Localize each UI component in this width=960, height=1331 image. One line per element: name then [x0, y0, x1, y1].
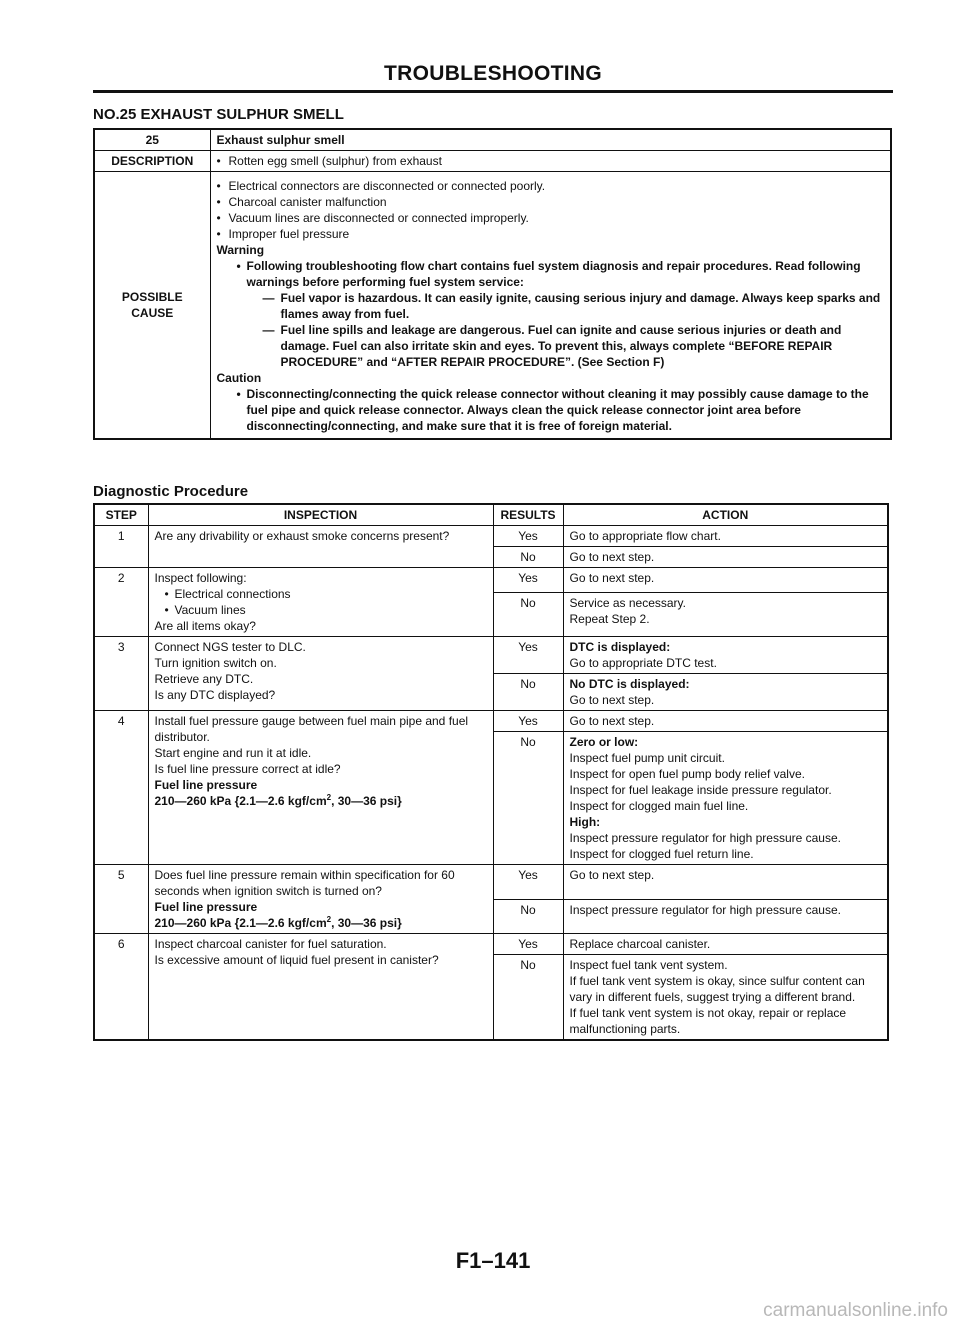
- cause-item: • Improper fuel pressure: [217, 226, 885, 242]
- caution-item: • Disconnecting/connecting the quick release connector without cleaning it may possibly cause damage to the fuel pipe and quick release connector. Always clean the quick release connector joint area before disconnecting/connecting, and make sure that it is free of foreign material.: [217, 386, 885, 434]
- page-number: F1–141: [455, 1248, 531, 1273]
- action-line: Inspect for open fuel pump body relief valve.: [569, 767, 805, 781]
- action-line: Repeat Step 2.: [569, 611, 650, 626]
- step-row: [94, 934, 888, 955]
- result-no: No: [493, 732, 563, 865]
- cause-label-line1: POSSIBLE: [121, 290, 183, 304]
- page-header: TROUBLESHOOTING: [384, 62, 602, 85]
- result-yes: Yes: [493, 637, 563, 674]
- action-yes: Go to next step.: [563, 711, 888, 732]
- warning-dash-item: — Fuel vapor is hazardous. It can easily ignite, causing serious injury and damage. Always keep sparks and flames away from fuel.: [217, 290, 885, 322]
- col-action: ACTION: [563, 504, 888, 526]
- inspection-bullet: • Electrical connections: [165, 586, 487, 602]
- action-line: Inspect for fuel leakage inside pressure regulator.: [569, 783, 832, 797]
- action-line: Service as necessary.: [569, 595, 686, 610]
- step-row: [94, 711, 888, 732]
- step-number: 5: [94, 865, 148, 934]
- step-number: 4: [94, 711, 148, 865]
- step-number: 1: [94, 526, 148, 568]
- action-yes: [563, 637, 888, 674]
- trouble-name: Exhaust sulphur smell: [210, 129, 891, 151]
- warning-label: Warning: [216, 243, 265, 257]
- section-title: NO.25 EXHAUST SULPHUR SMELL: [93, 106, 344, 123]
- spec-value-a: 210—260 kPa {2.1—2.6 kgf/cm: [154, 916, 327, 930]
- inspection-line: Is fuel line pressure correct at idle?: [154, 762, 341, 776]
- action-heading: High:: [569, 815, 601, 829]
- result-no: No: [493, 547, 563, 568]
- action-no: [563, 732, 888, 865]
- inspection-line: Start engine and run it at idle.: [154, 746, 312, 760]
- spec-value-sup: 2: [326, 793, 332, 802]
- diagnostic-table: [93, 503, 889, 1041]
- action-line: If fuel tank vent system is not okay, repair or replace malfunctioning parts.: [569, 1006, 847, 1036]
- summary-table: [93, 128, 892, 440]
- step-number: 6: [94, 934, 148, 1041]
- cause-label-line2: CAUSE: [131, 306, 174, 320]
- spec-value: [155, 915, 487, 931]
- col-inspection: INSPECTION: [148, 504, 493, 526]
- inspection-cell: Are any drivability or exhaust smoke concerns present?: [148, 526, 493, 568]
- result-no: No: [493, 592, 563, 636]
- description-row: [94, 151, 891, 172]
- action-yes: Go to next step.: [563, 865, 888, 900]
- result-yes: Yes: [493, 865, 563, 900]
- inspection-cell: [148, 865, 493, 934]
- spec-value: [155, 793, 487, 809]
- action-heading: DTC is displayed:: [569, 640, 671, 654]
- spec-label: Fuel line pressure: [154, 778, 258, 792]
- spec-value-a: 210—260 kPa {2.1—2.6 kgf/cm: [154, 794, 327, 808]
- cause-item: • Vacuum lines are disconnected or connected improperly.: [217, 210, 885, 226]
- inspection-line: Does fuel line pressure remain within specification for 60 seconds when ignition switch is turned on?: [154, 868, 455, 898]
- action-no: Go to next step.: [563, 547, 888, 568]
- possible-cause-row: [94, 172, 891, 440]
- inspection-line: Turn ignition switch on.: [154, 656, 277, 670]
- diagnostic-header-row: [94, 504, 888, 526]
- warning-item: • Following troubleshooting flow chart contains fuel system diagnosis and repair procedures. Read following warnings before performing fuel system service:: [217, 258, 885, 290]
- result-no: No: [493, 955, 563, 1041]
- action-line: Inspect pressure regulator for high pressure cause.: [569, 831, 841, 845]
- spec-value-sup: 2: [326, 915, 332, 924]
- inspection-cell: [148, 711, 493, 865]
- step-number: 3: [94, 637, 148, 711]
- result-yes: Yes: [493, 934, 563, 955]
- action-line: Go to appropriate DTC test.: [569, 656, 717, 670]
- result-yes: Yes: [493, 711, 563, 732]
- step-row: [94, 637, 888, 674]
- caution-label: Caution: [216, 371, 262, 385]
- step-row: [94, 865, 888, 900]
- inspection-line: Is excessive amount of liquid fuel present in canister?: [154, 953, 439, 967]
- spec-value-b: , 30—36 psi}: [331, 794, 402, 808]
- watermark: carmanualsonline.info: [763, 1300, 948, 1321]
- inspection-cell: [148, 568, 493, 637]
- action-yes: Replace charcoal canister.: [563, 934, 888, 955]
- result-no: No: [493, 674, 563, 711]
- summary-header-row: [94, 129, 891, 151]
- description-label: DESCRIPTION: [94, 151, 210, 172]
- inspection-line: Install fuel pressure gauge between fuel main pipe and fuel distributor.: [154, 714, 469, 744]
- description-text: • Rotten egg smell (sulphur) from exhaust: [217, 153, 885, 169]
- step-row: [94, 526, 888, 547]
- diagnostic-title: Diagnostic Procedure: [93, 483, 249, 500]
- inspection-line: Inspect charcoal canister for fuel saturation.: [154, 937, 387, 951]
- action-no: [563, 674, 888, 711]
- step-row: [94, 568, 888, 593]
- cause-item: • Electrical connectors are disconnected or connected poorly.: [217, 178, 885, 194]
- result-no: No: [493, 899, 563, 934]
- trouble-number: 25: [94, 129, 210, 151]
- possible-cause-cell: [210, 172, 891, 440]
- spec-label: Fuel line pressure: [154, 900, 258, 914]
- inspection-line: Inspect following:: [154, 571, 247, 585]
- action-no: Inspect pressure regulator for high pressure cause.: [563, 899, 888, 934]
- result-yes: Yes: [493, 568, 563, 593]
- action-line: Inspect for clogged fuel return line.: [569, 847, 754, 861]
- col-results: RESULTS: [493, 504, 563, 526]
- cause-item: • Charcoal canister malfunction: [217, 194, 885, 210]
- spec-value-b: , 30—36 psi}: [331, 916, 402, 930]
- warning-dash-item: — Fuel line spills and leakage are dangerous. Fuel can ignite and cause serious injuries or death and damage. Fuel can also irritate skin and eyes. To prevent this, always complete “BEFORE REPAIR PROCEDURE” and “AFTER REPAIR PROCEDURE”. (See Section F): [217, 322, 885, 370]
- action-line: Inspect for clogged main fuel line.: [569, 799, 749, 813]
- action-heading: Zero or low:: [569, 735, 639, 749]
- inspection-line: Is any DTC displayed?: [154, 688, 276, 702]
- action-yes: Go to next step.: [563, 568, 888, 593]
- action-no: [563, 592, 888, 636]
- possible-cause-label: [94, 172, 210, 440]
- action-yes: Go to appropriate flow chart.: [563, 526, 888, 547]
- action-line: Go to next step.: [569, 693, 655, 707]
- action-no: [563, 955, 888, 1041]
- action-line: Inspect fuel pump unit circuit.: [569, 751, 725, 765]
- action-line: Inspect fuel tank vent system.: [569, 958, 728, 972]
- description-cell: [210, 151, 891, 172]
- action-heading: No DTC is displayed:: [569, 677, 690, 691]
- step-number: 2: [94, 568, 148, 637]
- inspection-line: Connect NGS tester to DLC.: [154, 640, 306, 654]
- inspection-bullet: • Vacuum lines: [165, 602, 487, 618]
- header-rule: [93, 90, 893, 93]
- inspection-line: Retrieve any DTC.: [154, 672, 254, 686]
- action-line: If fuel tank vent system is okay, since sulfur content can vary in different fuels, suggest trying a different brand.: [569, 974, 865, 1004]
- result-yes: Yes: [493, 526, 563, 547]
- inspection-line: Are all items okay?: [154, 619, 256, 633]
- inspection-cell: [148, 934, 493, 1041]
- inspection-cell: [148, 637, 493, 711]
- col-step: STEP: [94, 504, 148, 526]
